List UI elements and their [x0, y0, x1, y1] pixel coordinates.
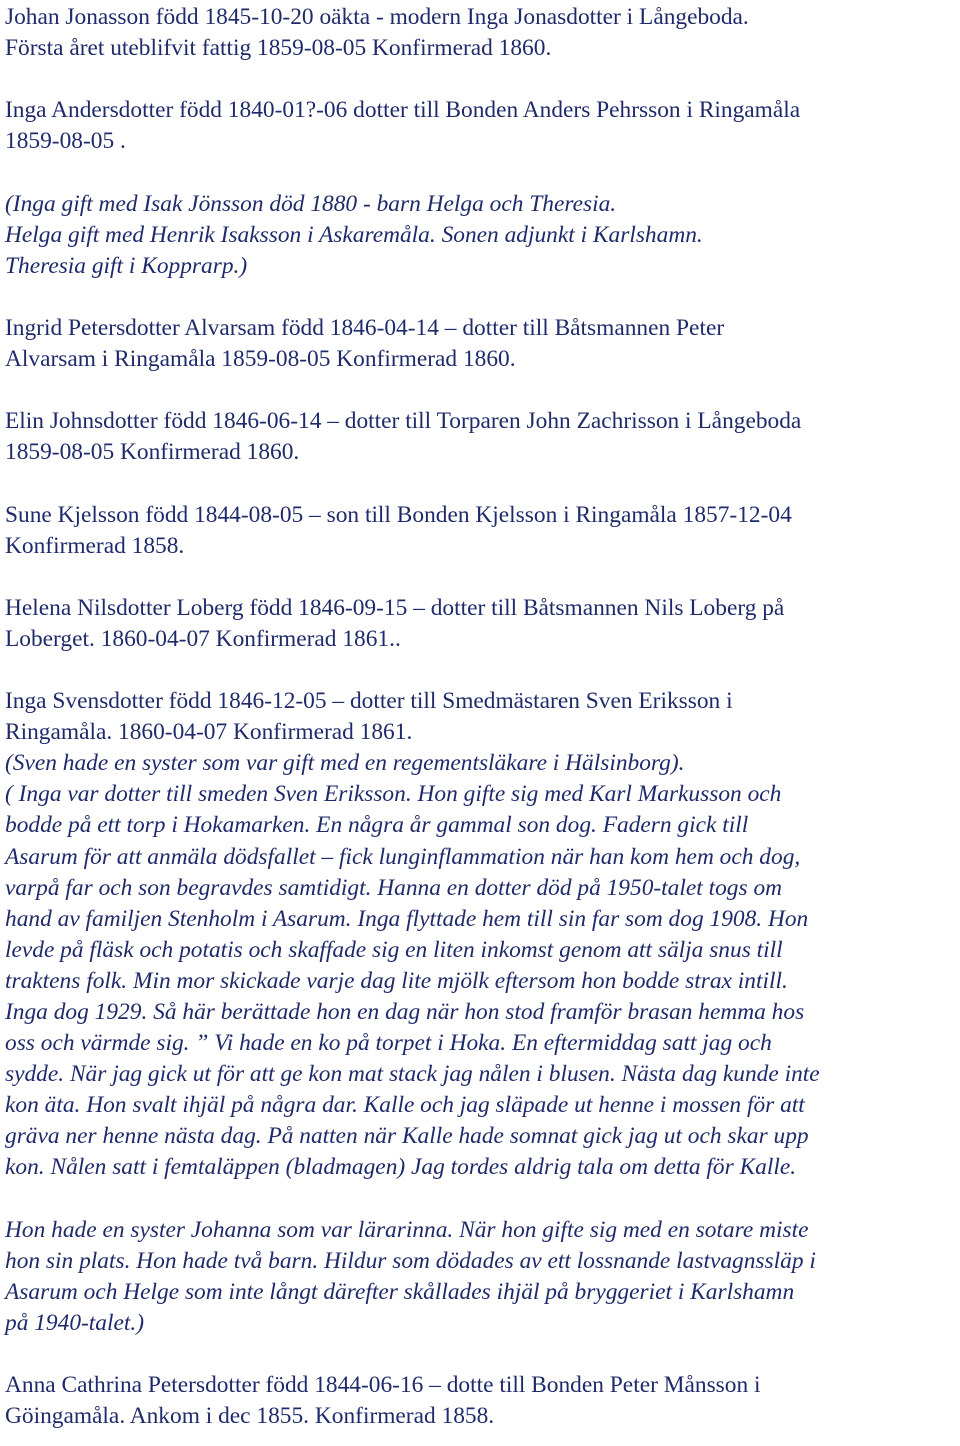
text-line: Första året uteblifvit fattig 1859-08-05 Konfirmerad 1860. — [5, 35, 552, 62]
text-line: Loberget. 1860-04-07 Konfirmerad 1861.. — [5, 625, 401, 652]
entry-anna-cathrina-petersdotter — [5, 1370, 957, 1432]
paragraph-gap — [5, 655, 957, 686]
text-line: ( Inga var dotter till smeden Sven Eriksson. Hon gifte sig med Karl Markusson och — [5, 781, 782, 808]
text-line: hon sin plats. Hon hade två barn. Hildur som dödades av ett lossnande lastvagnssläp i — [5, 1247, 816, 1274]
text-line: Helga gift med Henrik Isaksson i Askaremåla. Sonen adjunkt i Karlshamn. — [5, 221, 703, 248]
text-line: Alvarsam i Ringamåla 1859-08-05 Konfirmerad 1860. — [5, 346, 516, 373]
paragraph-gap — [5, 1339, 957, 1370]
entry-ingrid-petersdotter — [5, 313, 957, 375]
paragraph-gap — [5, 157, 957, 188]
text-line: Inga Svensdotter född 1846-12-05 – dotter till Smedmästaren Sven Eriksson i — [5, 688, 733, 715]
text-line: sydde. När jag gick ut för att ge kon mat stack jag nålen i blusen. Nästa dag kunde inte — [5, 1061, 820, 1088]
text-line: kon. Nålen satt i femtaläppen (bladmagen) Jag tordes aldrig tala om detta för Kalle. — [5, 1154, 797, 1181]
text-line: varpå far och son begravdes samtidigt. Hanna en dotter död på 1950-talet togs om — [5, 874, 783, 901]
text-line: gräva ner henne nästa dag. På natten när Kalle hade somnat gick jag ut och skar upp — [5, 1123, 809, 1150]
text-line: 1859-08-05 Konfirmerad 1860. — [5, 439, 300, 466]
text-line: Anna Cathrina Petersdotter född 1844-06-16 – dotte till Bonden Peter Månsson i — [5, 1372, 761, 1399]
text-line: Theresia gift i Kopprarp.) — [5, 252, 248, 279]
text-line: Asarum och Helge som inte långt därefter skållades ihjäl på bryggeriet i Karlshamn — [5, 1278, 795, 1305]
text-line: hand av familjen Stenholm i Asarum. Inga flyttade hem till sin far som dog 1908. Hon — [5, 905, 809, 932]
paragraph-gap — [5, 64, 957, 95]
paragraph-gap — [5, 468, 957, 499]
text-line: traktens folk. Min mor skickade varje dag lite mjölk eftersom hon bodde strax intill. — [5, 967, 788, 994]
entry-inga-andersdotter — [5, 95, 957, 157]
text-line: Hon hade en syster Johanna som var lärarinna. När hon gifte sig med en sotare miste — [5, 1216, 809, 1243]
text-line: Johan Jonasson född 1845-10-20 oäkta - modern Inga Jonasdotter i Långeboda. — [5, 4, 749, 30]
paragraph-gap — [5, 1184, 957, 1215]
text-line: Ingrid Petersdotter Alvarsam född 1846-04-14 – dotter till Båtsmannen Peter — [5, 314, 725, 341]
text-line: på 1940-talet.) — [5, 1309, 145, 1336]
paragraph-gap — [5, 562, 957, 593]
text-line: Inga Andersdotter född 1840-01?-06 dotter till Bonden Anders Pehrsson i Ringamåla — [5, 97, 801, 124]
paragraph-gap — [5, 282, 957, 313]
text-line: Ringamåla. 1860-04-07 Konfirmerad 1861. — [5, 719, 413, 746]
entry-inga-svensdotter — [5, 686, 957, 1184]
text-line: Asarum för att anmäla dödsfallet – fick lunginflammation när han kom hem och dog, — [5, 843, 801, 870]
text-line: kon äta. Hon svalt ihjäl på några dar. Kalle och jag släpade ut henne i mossen för att — [5, 1092, 805, 1119]
note-johanna-sister — [5, 1215, 957, 1339]
entry-sune-kjelsson — [5, 500, 957, 562]
text-line: levde på fläsk och potatis och skaffade sig en liten inkomst genom att sälja snus till — [5, 936, 783, 963]
document-page — [5, 0, 957, 1432]
entry-johan-jonasson — [5, 2, 957, 64]
text-line: Helena Nilsdotter Loberg född 1846-09-15 – dotter till Båtsmannen Nils Loberg på — [5, 594, 785, 621]
note-inga-svensdotter-story — [5, 748, 957, 1183]
text-line: Göingamåla. Ankom i dec 1855. Konfirmerad 1858. — [5, 1403, 495, 1430]
text-line: Inga dog 1929. Så här berättade hon en dag när hon stod framför brasan hemma hos — [5, 999, 805, 1025]
text-line: Sune Kjelsson född 1844-08-05 – son till Bonden Kjelsson i Ringamåla 1857-12-04 — [5, 501, 792, 528]
text-line: (Sven hade en syster som var gift med en regementsläkare i Hälsinborg). — [5, 750, 685, 777]
text-line: oss och värmde sig. ” Vi hade en ko på torpet i Hoka. En eftermiddag satt jag och — [5, 1030, 772, 1057]
entry-helena-nilsdotter — [5, 593, 957, 655]
paragraph-gap — [5, 375, 957, 406]
note-inga-isak-jonsson — [5, 189, 957, 282]
text-line: 1859-08-05 . — [5, 128, 126, 155]
text-line: Elin Johnsdotter född 1846-06-14 – dotter till Torparen John Zachrisson i Långeboda — [5, 408, 802, 435]
text-line: bodde på ett torp i Hokamarken. En några år gammal son dog. Fadern gick till — [5, 812, 749, 839]
text-line: Konfirmerad 1858. — [5, 532, 185, 559]
text-line: (Inga gift med Isak Jönsson död 1880 - barn Helga och Theresia. — [5, 190, 617, 217]
entry-elin-johnsdotter — [5, 406, 957, 468]
